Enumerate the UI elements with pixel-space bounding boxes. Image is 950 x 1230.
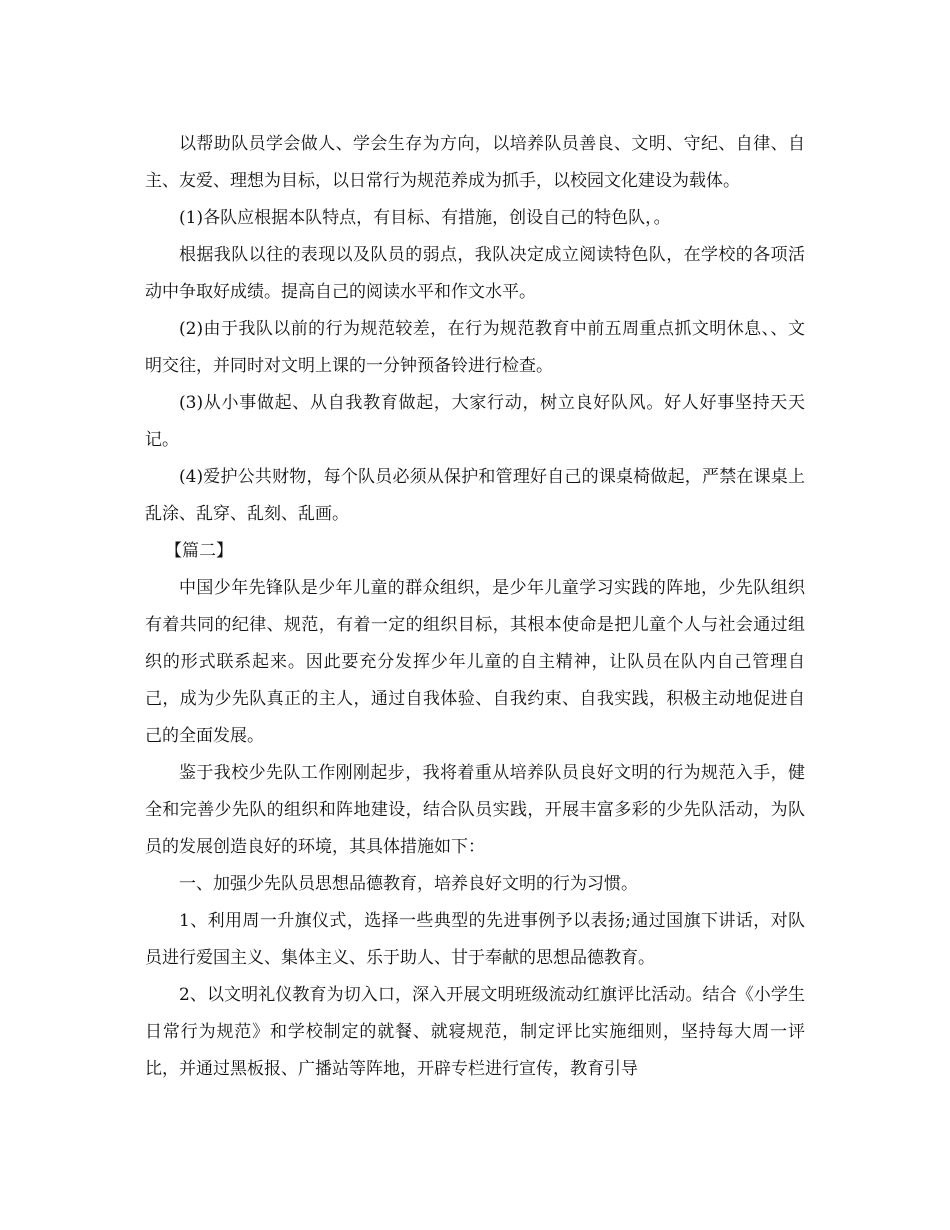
paragraph-item-1: (1)各队应根据本队特点，有目标、有措施，创设自己的特色队，。 (179, 208, 671, 228)
section-heading: 【篇二】 (165, 541, 233, 561)
paragraph-intro: 中国少年先锋队是少年儿童的群众组织，是少年儿童学习实践的阵地，少先队组织有着共同的纪律、规范，有着一定的组织目标，其根本使命是把儿童个人与社会通过组织的形式联系起来。因此要充分发挥少年儿童的自主精神，让队员在队内自己管理自己，成为少先队真正的主人，通过自我体验、自我约束、自我实践，积极主动地促进自己的全面发展。 (145, 578, 805, 746)
paragraph-reading-team: 根据我队以往的表现以及队员的弱点，我队决定成立阅读特色队，在学校的各项活动中争取好成绩。提高自己的阅读水平和作文水平。 (145, 245, 805, 302)
paragraph-purpose: 以帮助队员学会做人、学会生存为方向，以培养队员善良、文明、守纪、自律、自主、友爱、理想为目标，以日常行为规范养成为抓手，以校园文化建设为载体。 (145, 134, 805, 191)
paragraph-section-one: 一、加强少先队员思想品德教育，培养良好文明的行为习惯。 (179, 874, 638, 894)
paragraph-point-1: 1、利用周一升旗仪式，选择一些典型的先进事例予以表扬;通过国旗下讲话，对队员进行爱国主义、集体主义、乐于助人、甘于奉献的思想品德教育。 (145, 911, 805, 968)
paragraph-item-4: (4)爱护公共财物，每个队员必须从保护和管理好自己的课桌椅做起，严禁在课桌上乱涂、乱穿、乱刻、乱画。 (145, 467, 805, 524)
paragraph-item-2: (2)由于我队以前的行为规范较差，在行为规范教育中前五周重点抓文明休息、、文明交往，并同时对文明上课的一分钟预备铃进行检查。 (145, 319, 805, 376)
paragraph-measures: 鉴于我校少先队工作刚刚起步，我将着重从培养队员良好文明的行为规范入手，健全和完善少先队的组织和阵地建设，结合队员实践，开展丰富多彩的少先队活动，为队员的发展创造良好的环境，其具体措施如下： (145, 763, 805, 857)
paragraph-point-2: 2、以文明礼仪教育为切入口，深入开展文明班级流动红旗评比活动。结合《小学生日常行为规范》和学校制定的就餐、就寝规范，制定评比实施细则，坚持每大周一评比，并通过黑板报、广播站等阵地，开辟专栏进行宣传，教育引导 (145, 985, 805, 1079)
document-body (145, 126, 805, 1088)
paragraph-item-3: (3)从小事做起、从自我教育做起，大家行动，树立良好队风。好人好事坚持天天记。 (145, 393, 805, 450)
